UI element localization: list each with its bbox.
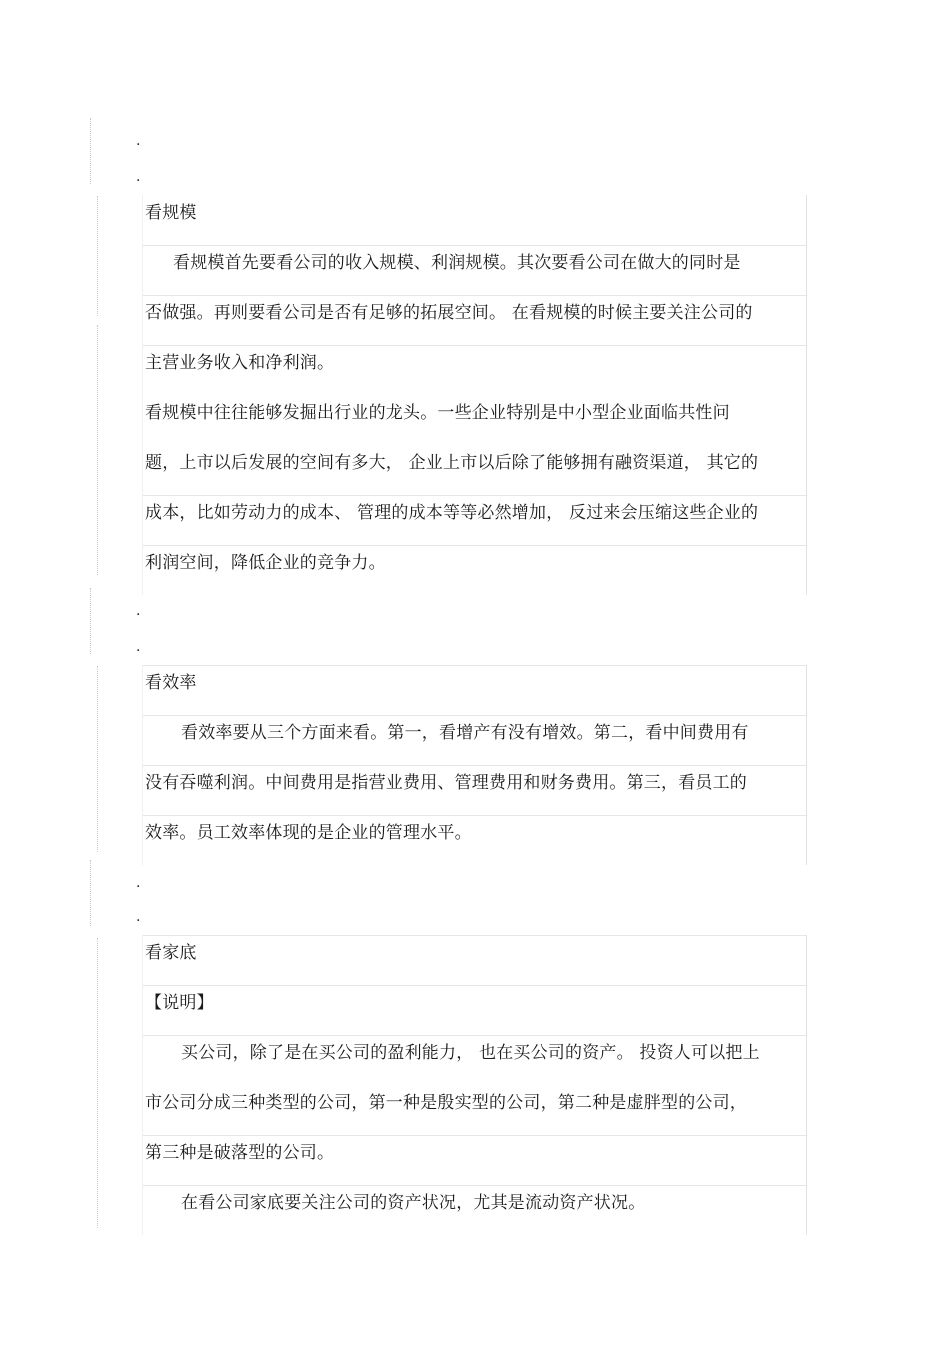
separator-dot: . [136, 603, 141, 619]
margin-mark [90, 118, 92, 184]
paragraph-text: 效率。员工效率体现的是企业的管理水平。 [145, 823, 472, 843]
section-efficiency [142, 665, 807, 865]
section-scale [142, 195, 807, 595]
separator-dot: . [136, 639, 141, 655]
section-heading-row [142, 195, 807, 245]
margin-mark [97, 325, 99, 575]
paragraph-text: 主营业务收入和净利润。 [145, 353, 335, 373]
paragraph-text: 题，上市以后发展的空间有多大， 企业上市以后除了能够拥有融资渠道， 其它的 [145, 453, 759, 473]
section-heading-row [142, 935, 807, 985]
margin-mark [90, 860, 92, 926]
paragraph-text: 在看公司家底要关注公司的资产状况，尤其是流动资产状况。 [181, 1193, 646, 1213]
paragraph-line [142, 985, 807, 1035]
paragraph-line [142, 345, 807, 395]
paragraph-line [142, 1135, 807, 1185]
margin-mark [97, 666, 99, 852]
section-heading: 看规模 [145, 203, 197, 223]
paragraph-line [142, 1185, 807, 1235]
paragraph-text: 第三种是破落型的公司。 [145, 1143, 335, 1163]
paragraph-line [142, 445, 807, 495]
margin-mark [97, 196, 99, 316]
paragraph-line [142, 545, 807, 595]
paragraph-text: 看规模中往往能够发掘出行业的龙头。一些企业特别是中小型企业面临共性问 [145, 403, 730, 423]
section-assets [142, 935, 807, 1235]
paragraph-text: 市公司分成三种类型的公司，第一种是殷实型的公司，第二种是虚胖型的公司， [145, 1093, 747, 1113]
margin-mark [97, 938, 99, 1228]
separator-dot: . [136, 909, 141, 925]
section-heading-row [142, 665, 807, 715]
paragraph-line [142, 815, 807, 865]
paragraph-line [142, 495, 807, 545]
paragraph-line [142, 395, 807, 445]
margin-mark [90, 588, 92, 654]
paragraph-text: 成本，比如劳动力的成本、 管理的成本等等必然增加， 反过来会压缩这些企业的 [145, 503, 759, 523]
paragraph-text: 没有吞噬利润。中间费用是指营业费用、管理费用和财务费用。第三，看员工的 [145, 773, 747, 793]
paragraph-text: 看规模首先要看公司的收入规模、利润规模。其次要看公司在做大的同时是 [173, 253, 741, 273]
paragraph-line [142, 295, 807, 345]
note-label: 【说明】 [145, 993, 214, 1013]
paragraph-text: 看效率要从三个方面来看。第一，看增产有没有增效。第二，看中间费用有 [181, 723, 749, 743]
paragraph-line [142, 245, 807, 295]
section-heading: 看效率 [145, 673, 197, 693]
separator-dot: . [136, 875, 141, 891]
separator-dot: . [136, 169, 141, 185]
paragraph-text: 买公司，除了是在买公司的盈利能力， 也在买公司的资产。 投资人可以把上 [181, 1043, 760, 1063]
paragraph-line [142, 1085, 807, 1135]
paragraph-line [142, 1035, 807, 1085]
paragraph-line [142, 715, 807, 765]
separator-dot: . [136, 133, 141, 149]
section-heading: 看家底 [145, 943, 197, 963]
paragraph-line [142, 765, 807, 815]
paragraph-text: 利润空间，降低企业的竞争力。 [145, 553, 386, 573]
paragraph-text: 否做强。再则要看公司是否有足够的拓展空间。 在看规模的时候主要关注公司的 [145, 303, 753, 323]
